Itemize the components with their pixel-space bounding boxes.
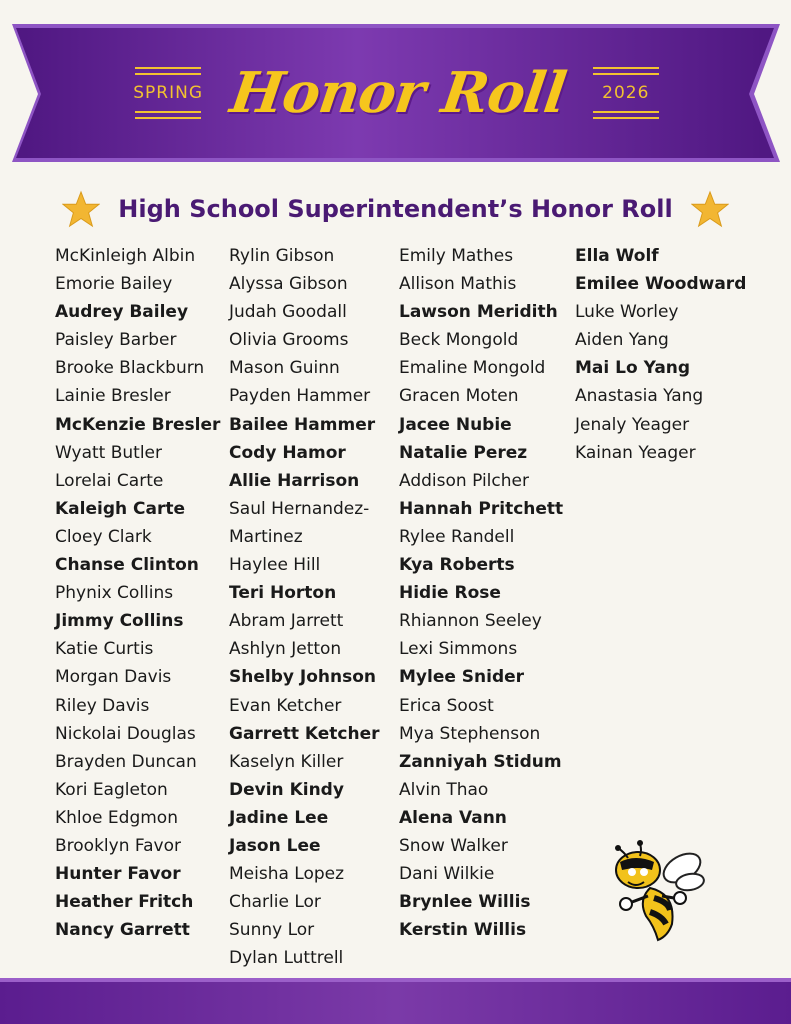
honor-roll-name: Mai Lo Yang (575, 358, 691, 379)
name-column-1 (55, 242, 220, 944)
honor-roll-name: Sunny Lor (229, 920, 315, 941)
season-label (133, 65, 203, 121)
honor-roll-name: Emily Mathes (399, 246, 514, 266)
banner-content (12, 22, 780, 164)
honor-roll-name: Rhiannon Seeley (399, 611, 542, 632)
honor-roll-name: Paisley Barber (55, 330, 177, 351)
honor-roll-name: Jadine Lee (229, 807, 329, 828)
honor-roll-name: Lorelai Carte (55, 470, 164, 491)
honor-roll-name: Snow Walker (399, 835, 508, 856)
honor-roll-name: Jason Lee (229, 835, 321, 856)
honor-roll-name: Hidie Rose (399, 583, 501, 604)
season-text: SPRING (133, 83, 203, 103)
honor-roll-name: Luke Worley (575, 302, 679, 323)
section-heading (0, 190, 791, 228)
honor-roll-name: Cloey Clark (55, 526, 152, 547)
honor-roll-name: Charlie Lor (229, 892, 321, 913)
honor-roll-name: Haylee Hill (229, 555, 321, 576)
honor-roll-name: Brooklyn Favor (55, 835, 181, 856)
honor-roll-name: Wyatt Butler (55, 442, 162, 463)
honor-roll-name: Mylee Snider (399, 667, 525, 688)
honor-roll-name: Hunter Favor (55, 864, 181, 885)
honor-roll-name: Olivia Grooms (229, 330, 349, 351)
honor-roll-name: Rylee Randell (399, 526, 515, 547)
honor-roll-name: Khloe Edgmon (55, 807, 178, 828)
honor-roll-name: Erica Soost (399, 695, 494, 716)
honor-roll-name: Shelby Johnson (229, 667, 376, 688)
honor-roll-name: Heather Fritch (55, 892, 194, 913)
honor-roll-name: Kerstin Willis (399, 920, 527, 941)
honor-roll-name: Garrett Ketcher (229, 723, 380, 744)
footer-bar (0, 978, 791, 1024)
honor-roll-name: Jacee Nubie (399, 414, 512, 435)
honor-roll-name: Phynix Collins (55, 583, 174, 604)
honor-roll-name: Allie Harrison (229, 470, 360, 491)
honor-roll-name: Devin Kindy (229, 779, 344, 800)
honor-roll-name: Kaleigh Carte (55, 498, 186, 519)
honor-roll-name: McKinleigh Albin (55, 246, 196, 266)
year-text: 2026 (602, 83, 650, 103)
honor-roll-name: Saul Hernandez- (229, 498, 370, 519)
honor-roll-name: Abram Jarrett (229, 611, 344, 632)
honor-roll-name: Meisha Lopez (229, 864, 345, 885)
honor-roll-name: Morgan Davis (55, 667, 172, 688)
honor-roll-name: Bailee Hammer (229, 414, 376, 435)
honor-roll-name: Alyssa Gibson (229, 274, 348, 295)
page-title: Honor Roll (226, 60, 570, 126)
honor-roll-name: Rylin Gibson (229, 246, 335, 266)
honor-roll-name: Nickolai Douglas (55, 723, 196, 744)
section-title: High School Superintendent’s Honor Roll (118, 195, 673, 223)
honor-roll-name: Kori Eagleton (55, 779, 168, 800)
star-icon (62, 190, 100, 228)
honor-roll-name: Evan Ketcher (229, 695, 342, 716)
honor-roll-name: Jenaly Yeager (575, 414, 690, 435)
honor-roll-name: Mason Guinn (229, 358, 340, 379)
honor-roll-name: Teri Horton (229, 583, 337, 604)
honor-roll-name: Brynlee Willis (399, 892, 531, 913)
honor-roll-name: Riley Davis (55, 695, 150, 716)
name-column-4 (575, 242, 746, 467)
honor-roll-name: Dylan Luttrell (229, 948, 344, 969)
honor-roll-name: Kainan Yeager (575, 442, 696, 463)
honor-roll-name: Audrey Bailey (55, 302, 189, 323)
honor-roll-name: Alena Vann (399, 807, 507, 828)
honor-roll-name: Chanse Clinton (55, 555, 199, 576)
honor-roll-name: McKenzie Bresler (55, 414, 221, 435)
honor-roll-name: Kaselyn Killer (229, 751, 344, 772)
honor-roll-name: Gracen Moten (399, 386, 519, 407)
honor-roll-name: Cody Hamor (229, 442, 346, 463)
honor-roll-name: Emaline Mongold (399, 358, 546, 379)
honor-roll-name: Alvin Thao (399, 779, 489, 800)
yellow-jacket-mascot-icon (610, 838, 706, 942)
honor-roll-name: Anastasia Yang (575, 386, 704, 407)
honor-roll-name: Dani Wilkie (399, 864, 495, 885)
honor-roll-name: Katie Curtis (55, 639, 154, 660)
honor-roll-name: Addison Pilcher (399, 470, 529, 491)
honor-roll-name: Natalie Perez (399, 442, 528, 463)
honor-roll-name: Brayden Duncan (55, 751, 197, 772)
honor-roll-name: Lawson Meridith (399, 302, 558, 323)
honor-roll-name: Ella Wolf (575, 246, 659, 266)
honor-roll-name: Emilee Woodward (575, 274, 747, 295)
honor-roll-name: Zanniyah Stidum (399, 751, 562, 772)
honor-roll-name: Lexi Simmons (399, 639, 518, 660)
honor-roll-name: Emorie Bailey (55, 274, 173, 295)
star-icon (691, 190, 729, 228)
year-label (593, 65, 659, 121)
honor-roll-name: Jimmy Collins (55, 611, 184, 632)
name-column-3 (399, 242, 563, 944)
header-banner (12, 22, 780, 164)
honor-roll-name: Payden Hammer (229, 386, 371, 407)
honor-roll-name: Ashlyn Jetton (229, 639, 342, 660)
honor-roll-name: Brooke Blackburn (55, 358, 205, 379)
honor-roll-name: Kya Roberts (399, 555, 515, 576)
honor-roll-name: Martinez (229, 526, 303, 547)
name-column-2 (229, 242, 380, 972)
honor-roll-name: Mya Stephenson (399, 723, 541, 744)
honor-roll-name: Nancy Garrett (55, 920, 190, 941)
honor-roll-name: Allison Mathis (399, 274, 517, 295)
honor-roll-name: Judah Goodall (229, 302, 347, 323)
honor-roll-name: Lainie Bresler (55, 386, 171, 407)
honor-roll-name: Beck Mongold (399, 330, 519, 351)
honor-roll-name: Aiden Yang (575, 330, 669, 351)
honor-roll-name: Hannah Pritchett (399, 498, 564, 519)
